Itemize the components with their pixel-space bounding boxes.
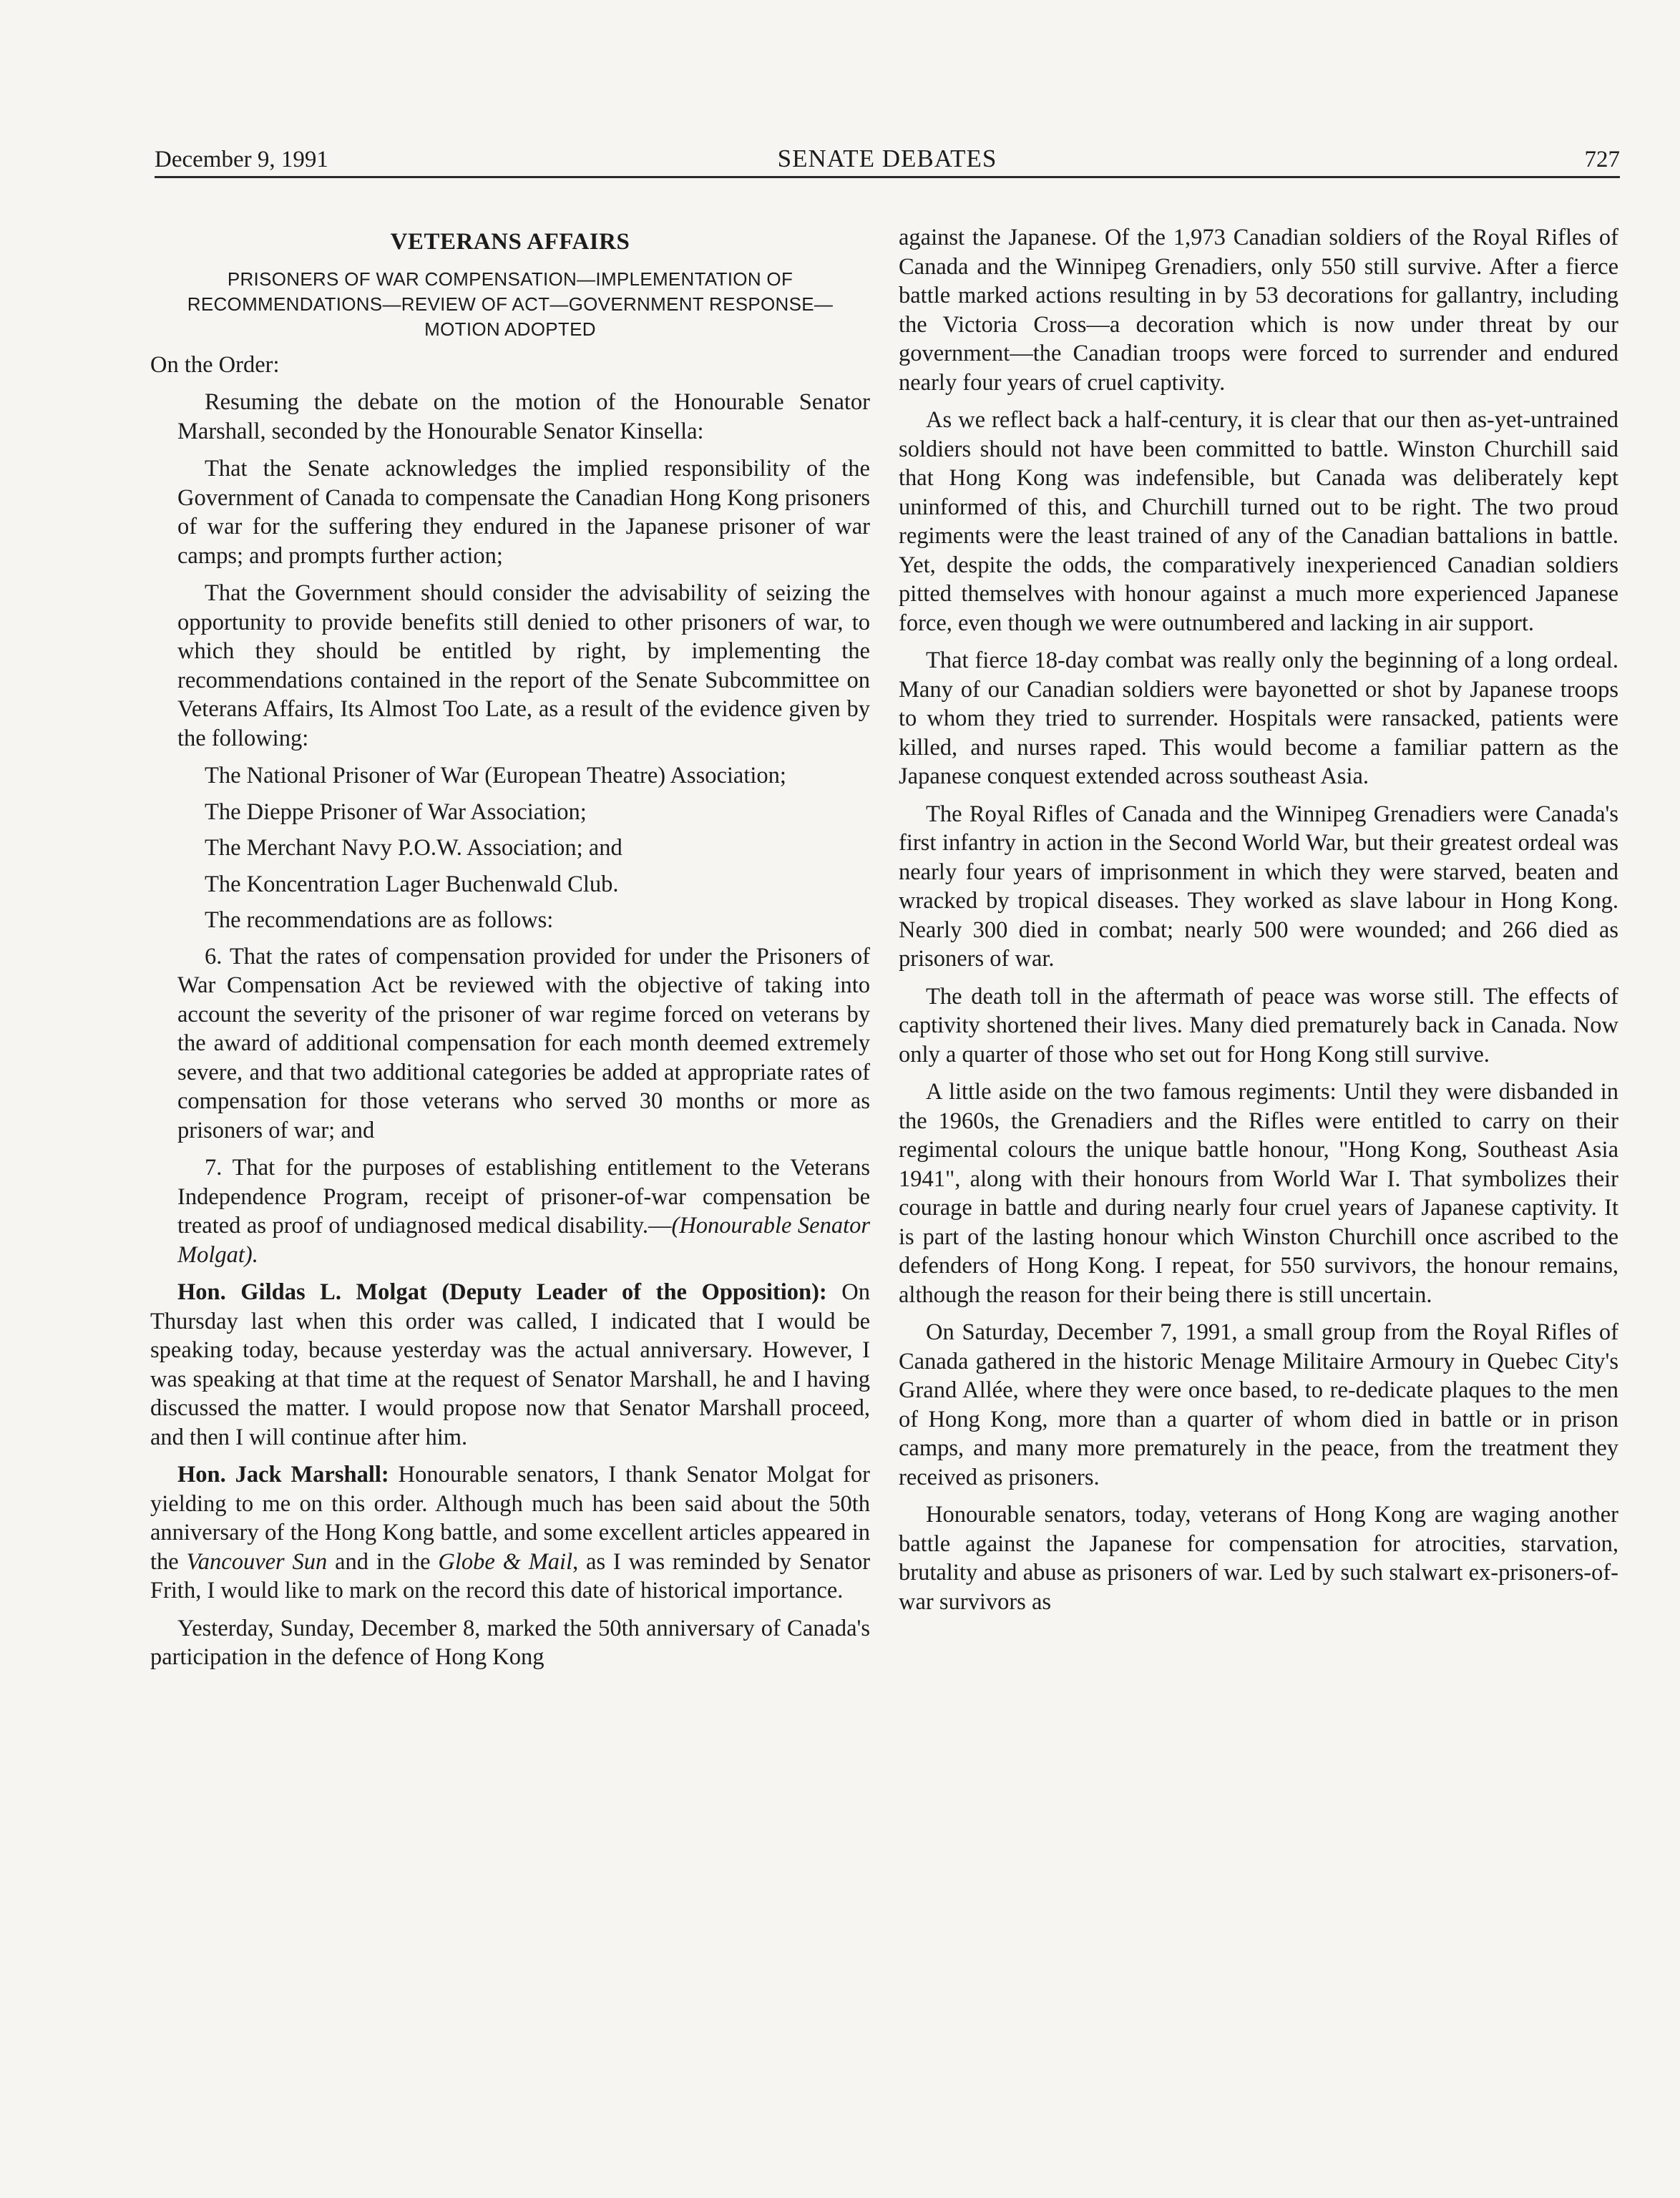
marshall-speech-text: and in the xyxy=(335,1548,431,1575)
order-label: On the Order: xyxy=(150,351,280,378)
list-item: The Merchant Navy P.O.W. Association; and xyxy=(205,835,622,861)
motion-intro: Resuming the debate on the motion of the Honourable Senator Marshall, seconded by the Honourable Senator Kinsella: xyxy=(177,389,870,444)
recommendation-7-text: 7. That for the purposes of establishing entitlement to the Veterans Independence Program, receipt of prisoner-of-war compensation be treated as proof of undiagnosed medical disability.— xyxy=(177,1155,870,1239)
molgat-speech-text: On Thursday last when this order was called, I indicated that I would be speaking today, because yesterday was the actual anniversary. However, I was speaking at that time at the request of Senator Marshall, he and I having discussed the matter. I would propose now that Senator Marshall proceed, and then I will continue after him. xyxy=(150,1279,871,1450)
list-item: The Koncentration Lager Buchenwald Club. xyxy=(205,871,619,897)
speaker-molgat: Hon. Gildas L. Molgat (Deputy Leader of the Opposition): xyxy=(177,1279,827,1305)
section-heading: VETERANS AFFAIRS xyxy=(390,229,630,255)
list-item: The National Prisoner of War (European Theatre) Association; xyxy=(205,763,786,788)
header-title: SENATE DEBATES xyxy=(777,145,997,172)
body-paragraph: Yesterday, Sunday, December 8, marked the 50th anniversary of Canada's participation in the defence of Hong Kong xyxy=(150,1615,870,1670)
body-paragraph: Honourable senators, today, veterans of Hong Kong are waging another battle against the Japanese for compensation for atrocities, starvation, brutality and abuse as prisoners of war. Led by such stalwart ex-prisoners-of-war survivors as xyxy=(899,1502,1618,1615)
recommendation-7-attribution: (Honourable Senator Molgat). xyxy=(177,1213,871,1268)
recommendations-label: The recommendations are as follows: xyxy=(205,907,554,933)
left-column xyxy=(150,223,870,1681)
speaker-marshall: Hon. Jack Marshall: xyxy=(177,1462,389,1488)
section-subheading: PRISONERS OF WAR COMPENSATION—IMPLEMENTATION OF RECOMMENDATIONS—REVIEW OF ACT—GOVERNMENT RESPONSE—MOTION ADOPTED xyxy=(187,268,834,340)
body-paragraph: That fierce 18-day combat was really only the beginning of a long ordeal. Many of our Canadian soldiers were bayonetted or shot by Japanese troops to whom they tried to surrender. Hospitals were ransacked, patients were killed, and nurses raped. This would become a familiar pattern as the Japanese conquest extended across southeast Asia. xyxy=(899,648,1618,789)
body-paragraph: As we reflect back a half-century, it is clear that our then as-yet-untrained soldiers should not have been committed to battle. Winston Churchill said that Hong Kong was indefensible, but Canada was deliberately kept uninformed of this, and Churchill turned out to be right. The two proud regiments were the least trained of any of the Canadian battalions in battle. Yet, despite the odds, the comparatively inexperienced Canadian soldiers pitted themselves with honour against a much more experienced Japanese force, even though we were outnumbered and lacking in air support. xyxy=(899,407,1618,636)
right-column xyxy=(899,223,1618,1625)
body-paragraph: A little aside on the two famous regiments: Until they were disbanded in the 1960s, the Grenadiers and the Rifles were entitled to carry on their regimental colours the unique battle honour, "Hong Kong, Southeast Asia 1941", along with their honours from World War I. That symbolizes their courage in battle and during nearly four cruel years of Japanese captivity. It is part of the lasting honour which Winston Churchill once ascribed to the defenders of Hong Kong. I repeat, for 550 survivors, the honour remains, although the reason for their being there is still uncertain. xyxy=(899,1079,1618,1308)
page-number: 727 xyxy=(1584,147,1620,172)
marshall-speech-text: Honourable senators, I thank Senator Molgat for yielding to me on this order. Although much has been said about the 50th anniversary of the Hong Kong battle, and some excellent articles appeared in the xyxy=(150,1462,871,1575)
body-paragraph: On Saturday, December 7, 1991, a small group from the Royal Rifles of Canada gathered in the historic Menage Militaire Armoury in Quebec City's Grand Allée, where they were once based, to re-dedicate plaques to the men of Hong Kong, more than a quarter of whom died in battle or in prison camps, and many more prematurely in the peace, from the treatment they received as prisoners. xyxy=(899,1319,1618,1490)
newspaper-vancouver-sun: Vancouver Sun xyxy=(186,1548,328,1575)
motion-paragraph: That the Government should consider the advisability of seizing the opportunity to provide benefits still denied to other prisoners of war, to which they should be entitled by right, by implementing the recommendations contained in the report of the Senate Subcommittee on Veterans Affairs, Its Almost Too Late, as a result of the evidence given by the following: xyxy=(177,580,870,751)
page-header xyxy=(155,140,1620,178)
marshall-speech xyxy=(150,1460,870,1606)
molgat-speech xyxy=(150,1278,870,1452)
recommendation-7 xyxy=(177,1153,870,1269)
marshall-speech-text: , as I was reminded by Senator Frith, I would like to mark on the record this date of historical importance. xyxy=(150,1548,871,1603)
newspaper-globe-and-mail: Globe & Mail xyxy=(438,1548,573,1575)
motion-paragraph: That the Senate acknowledges the implied responsibility of the Government of Canada to compensate the Canadian Hong Kong prisoners of war for the suffering they endured in the Japanese prisoner of war camps; and prompts further action; xyxy=(177,456,870,569)
recommendation-6: 6. That the rates of compensation provided for under the Prisoners of War Compensation Act be reviewed with the objective of taking into account the severity of the prisoner of war regime forced on veterans by the award of additional compensation for each month deemed extremely severe, and that two additional categories be added at appropriate rates of compensation for those veterans who served 30 months or more as prisoners of war; and xyxy=(177,943,870,1143)
list-item: The Dieppe Prisoner of War Association; xyxy=(205,798,587,825)
body-paragraph: The Royal Rifles of Canada and the Winnipeg Grenadiers were Canada's first infantry in action in the Second World War, but their greatest ordeal was nearly four years of imprisonment in which they were starved, beaten and wracked by tropical diseases. They worked as slave labour in Hong Kong. Nearly 300 died in combat; nearly 500 were wounded; and 266 died as prisoners of war. xyxy=(899,801,1618,972)
body-paragraph: against the Japanese. Of the 1,973 Canadian soldiers of the Royal Rifles of Canada and the Winnipeg Grenadiers, only 550 still survive. After a fierce battle marked actions resulting in by 53 decorations for gallantry, including the Victoria Cross—a decoration which is now under threat by our government—the Canadian troops were forced to surrender and endured nearly four years of cruel captivity. xyxy=(899,225,1618,396)
body-paragraph: The death toll in the aftermath of peace was worse still. The effects of captivity shortened their lives. Many died prematurely back in Canada. Now only a quarter of those who set out for Hong Kong still survive. xyxy=(899,983,1618,1068)
header-date: December 9, 1991 xyxy=(155,147,328,172)
